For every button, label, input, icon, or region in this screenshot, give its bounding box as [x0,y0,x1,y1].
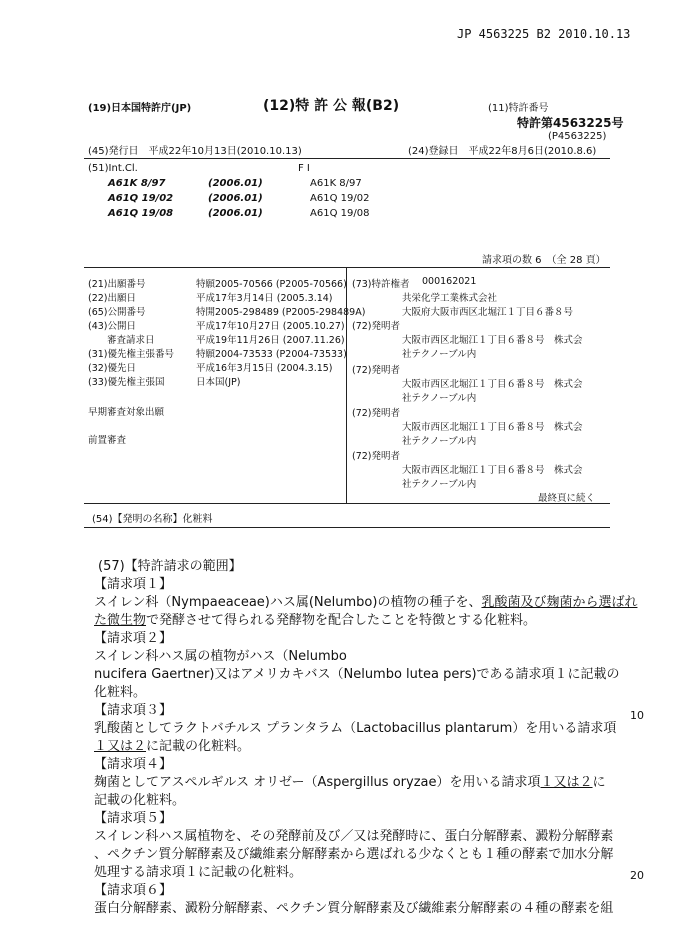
early-exam-note: 早期審査対象出願 [88,407,165,418]
inventor-label: (72)発明者 [352,365,401,376]
claim-3-line-2: １又は２に記載の化粧料。 [94,739,251,754]
claim-6-line-1: 蛋白分解酵素、澱粉分解酵素、ペクチン質分解酵素及び繊維素分解酵素の４種の酵素を組 [94,901,614,916]
invention-title: (54)【発明の名称】化粧料 [92,514,213,525]
inventor-label: (72)発明者 [352,408,401,419]
publication-number-label: (65)公開番号 [88,307,146,318]
header-rule [84,158,610,159]
exam-request-date-label: 審査請求日 [88,335,155,346]
application-number-label: (21)出願番号 [88,279,146,290]
inventor-address-cont: 社テクノーブル内 [402,436,477,447]
patentee-label: (73)特許権者 [352,279,410,290]
priority-date-label: (32)優先日 [88,363,137,374]
patentee-name: 共栄化学工業株式会社 [402,293,498,304]
fi-code: A61K 8/97 [310,178,362,189]
biblio-divider [346,267,347,503]
priority-date: 平成16年3月15日 (2004.3.15) [196,363,333,374]
inventor-address-cont: 社テクノーブル内 [402,479,477,490]
claim-3-heading: 【請求項３】 [94,703,173,718]
inventor-label: (72)発明者 [352,321,401,332]
publication-date: 平成17年10月27日 (2005.10.27) [196,321,345,332]
claims-heading: (57)【特許請求の範囲】 [98,559,242,574]
claim-5-line-2: 、ペクチン質分解酵素及び繊維素分解酵素から選ばれる少なくとも１種の酵素で加水分解 [94,847,614,862]
publication-kind: (12)特 許 公 報(B2) [263,98,400,114]
ipc-version: (2006.01) [208,208,263,219]
inventor-address: 大阪市西区北堀江１丁目６番８号 株式会 [402,422,583,433]
fi-code: A61Q 19/08 [310,208,370,219]
claim-5-heading: 【請求項５】 [94,811,173,826]
fi-code: A61Q 19/02 [310,193,370,204]
priority-number-label: (31)優先権主張番号 [88,349,175,360]
line-number-20: 20 [630,869,644,882]
claim-2-line-3: 化粧料。 [94,685,147,700]
biblio-top-rule [84,267,610,268]
priority-country: 日本国(JP) [196,377,241,388]
biblio-bottom-rule [84,503,610,504]
patentee-address: 大阪府大阪市西区北堀江１丁目６番８号 [402,307,574,318]
claims-count: 請求項の数 6 （全 28 頁） [482,255,606,266]
inventor-address: 大阪市西区北堀江１丁目６番８号 株式会 [402,465,583,476]
inventor-address: 大阪市西区北堀江１丁目６番８号 株式会 [402,335,583,346]
claim-1-heading: 【請求項１】 [94,577,173,592]
continued-on-last-page: 最終頁に続く [538,493,596,504]
publication-number: 特開2005-298489 (P2005-298489A) [196,307,366,318]
claim-4-line-2: 記載の化粧料。 [94,793,186,808]
issue-date: (45)発行日 平成22年10月13日(2010.10.13) [88,146,302,157]
claim-6-heading: 【請求項６】 [94,883,173,898]
inventor-address-cont: 社テクノーブル内 [402,349,477,360]
patent-number-label: (11)特許番号 [488,103,549,114]
ipc-code: A61Q 19/02 [108,193,174,204]
fi-label: F I [298,163,310,174]
exam-request-date: 平成19年11月26日 (2007.11.26) [196,335,345,346]
patent-number: 特許第4563225号 [517,116,624,130]
claim-2-line-2: nucifera Gaertner)又はアメリカキバス（Nelumbo lutea pers)である請求項１に記載の [94,667,620,682]
claim-3-line-1: 乳酸菌としてラクトバチルス プランタラム（Lactobacillus plantarum）を用いる請求項 [94,721,617,736]
filing-date: 平成17年3月14日 (2005.3.14) [196,293,333,304]
ipc-code: A61Q 19/08 [108,208,174,219]
claim-2-line-1: スイレン科ハス属の植物がハス（Nelumbo [94,649,347,664]
filing-date-label: (22)出願日 [88,293,137,304]
line-number-10: 10 [630,709,644,722]
ipc-label: (51)Int.Cl. [88,163,138,174]
inventor-address-cont: 社テクノーブル内 [402,393,477,404]
priority-number: 特願2004-73533 (P2004-73533) [196,349,347,360]
claim-5-line-1: スイレン科ハス属植物を、その発酵前及び／又は発酵時に、蛋白分解酵素、澱粉分解酵素 [94,829,614,844]
claim-1-line-2: た微生物で発酵させて得られる発酵物を配合したことを特徴とする化粧料。 [94,613,537,628]
inventor-address: 大阪市西区北堀江１丁目６番８号 株式会 [402,379,583,390]
document-reference: JP 4563225 B2 2010.10.13 [457,27,631,41]
claim-4-line-1: 麹菌としてアスペルギルス オリゼー（Aspergillus oryzae）を用いる請求項１又は２に [94,775,606,790]
application-number: 特願2005-70566 (P2005-70566) [196,279,347,290]
claim-2-heading: 【請求項２】 [94,631,173,646]
title-rule [84,527,610,528]
claim-4-heading: 【請求項４】 [94,757,173,772]
ipc-version: (2006.01) [208,178,263,189]
claim-5-line-3: 処理する請求項１に記載の化粧料。 [94,865,303,880]
ipc-code: A61K 8/97 [108,178,166,189]
pre-exam-note: 前置審査 [88,435,127,446]
priority-country-label: (33)優先権主張国 [88,377,165,388]
inventor-label: (72)発明者 [352,451,401,462]
registration-date: (24)登録日 平成22年8月6日(2010.8.6) [408,146,597,157]
ipc-version: (2006.01) [208,193,263,204]
issuing-country: (19)日本国特許庁(JP) [88,103,192,114]
patent-number-sub: (P4563225) [548,131,607,142]
patentee-code: 000162021 [422,276,477,287]
publication-date-label: (43)公開日 [88,321,137,332]
claim-1-line-1: スイレン科（Nympaeaceae)ハス属(Nelumbo)の植物の種子を、乳酸菌及び麹菌から選ばれ [94,595,638,610]
